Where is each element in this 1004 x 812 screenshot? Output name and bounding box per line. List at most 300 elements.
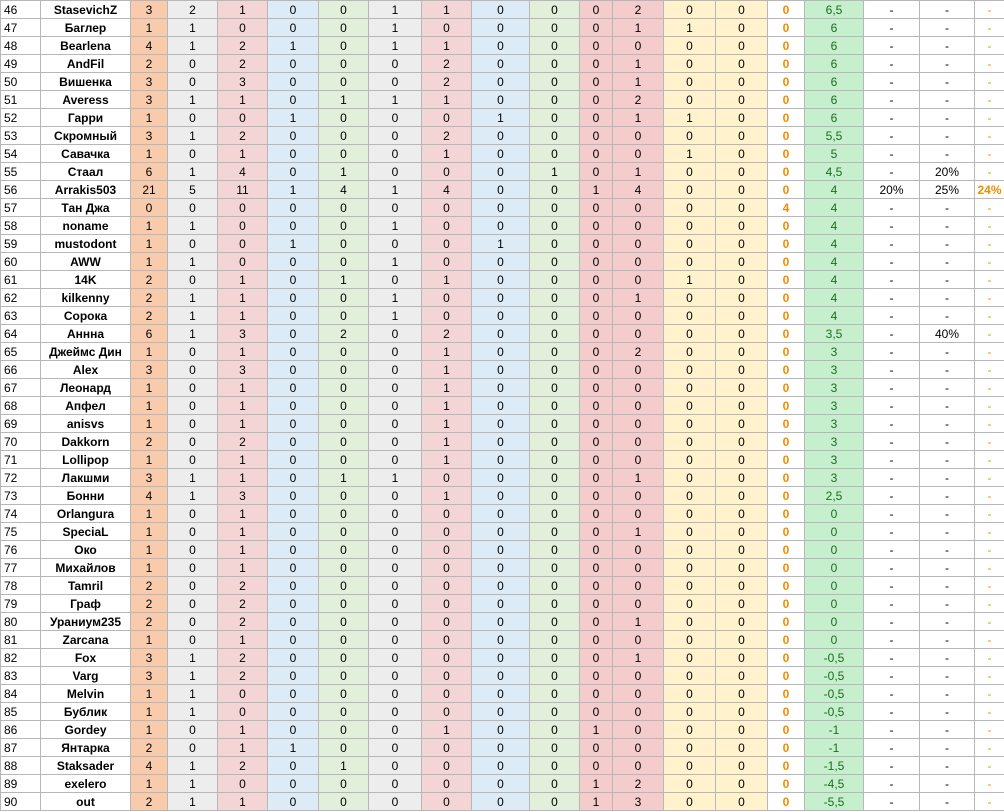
col-h: 0: [530, 667, 580, 685]
col-pct-3: -: [975, 145, 1004, 163]
player-name: Савачка: [41, 145, 131, 163]
col-h: 0: [530, 397, 580, 415]
col-l: 0: [716, 613, 768, 631]
col-pct-2: -: [920, 451, 975, 469]
col-g: 0: [472, 19, 530, 37]
col-points: 0: [805, 613, 864, 631]
col-pct-2: -: [920, 415, 975, 433]
col-d: 0: [319, 451, 369, 469]
table-row: [1, 1, 1004, 19]
col-g: 0: [472, 181, 530, 199]
col-pct-3: -: [975, 757, 1004, 775]
col-j: 0: [613, 253, 664, 271]
col-pct-1: -: [864, 235, 920, 253]
col-m: 0: [768, 307, 805, 325]
col-points: 3: [805, 361, 864, 379]
col-l: 0: [716, 145, 768, 163]
col-pct-2: -: [920, 397, 975, 415]
col-total: 1: [131, 451, 168, 469]
col-c: 0: [268, 631, 319, 649]
col-a: 0: [168, 595, 218, 613]
col-g: 0: [472, 739, 530, 757]
col-i: 0: [580, 217, 613, 235]
col-pct-1: -: [864, 469, 920, 487]
col-total: 1: [131, 415, 168, 433]
player-name: mustodont: [41, 235, 131, 253]
col-e: 1: [369, 181, 422, 199]
col-h: 0: [530, 343, 580, 361]
col-points: 4,5: [805, 163, 864, 181]
col-f: 0: [422, 631, 472, 649]
col-g: 0: [472, 127, 530, 145]
col-g: 0: [472, 793, 530, 811]
col-f: 0: [422, 793, 472, 811]
col-pct-3: -: [975, 793, 1004, 811]
col-g: 0: [472, 379, 530, 397]
col-j: 1: [613, 613, 664, 631]
col-pct-2: -: [920, 19, 975, 37]
player-name: AndFil: [41, 55, 131, 73]
col-g: 1: [472, 109, 530, 127]
col-g: 0: [472, 451, 530, 469]
col-c: 0: [268, 595, 319, 613]
col-k: 0: [664, 523, 716, 541]
table-row: [1, 253, 1004, 271]
col-e: 0: [369, 505, 422, 523]
col-f: 1: [422, 271, 472, 289]
col-a: 0: [168, 199, 218, 217]
col-d: 0: [319, 235, 369, 253]
col-a: 0: [168, 721, 218, 739]
col-pct-2: -: [920, 199, 975, 217]
player-name: Bearlena: [41, 37, 131, 55]
col-d: 2: [319, 325, 369, 343]
col-h: 0: [530, 235, 580, 253]
col-pct-2: -: [920, 235, 975, 253]
table-row: [1, 145, 1004, 163]
col-g: 0: [472, 775, 530, 793]
col-m: 0: [768, 415, 805, 433]
table-row: [1, 325, 1004, 343]
row-index: 48: [1, 37, 41, 55]
col-k: 0: [664, 343, 716, 361]
row-index: 89: [1, 775, 41, 793]
col-a: 1: [168, 289, 218, 307]
col-f: 0: [422, 775, 472, 793]
col-b: 2: [218, 595, 268, 613]
col-i: 0: [580, 73, 613, 91]
col-m: 0: [768, 739, 805, 757]
col-j: 1: [613, 523, 664, 541]
col-points: 4: [805, 307, 864, 325]
col-total: 2: [131, 289, 168, 307]
col-m: 0: [768, 271, 805, 289]
col-pct-1: -: [864, 19, 920, 37]
col-a: 0: [168, 523, 218, 541]
col-points: 6: [805, 55, 864, 73]
col-f: 1: [422, 379, 472, 397]
col-k: 1: [664, 19, 716, 37]
col-pct-1: -: [864, 415, 920, 433]
col-points: 0: [805, 595, 864, 613]
col-points: 5: [805, 145, 864, 163]
col-total: 6: [131, 163, 168, 181]
col-e: 1: [369, 307, 422, 325]
col-pct-2: -: [920, 757, 975, 775]
col-m: 0: [768, 1, 805, 19]
col-f: 1: [422, 415, 472, 433]
table-row: [1, 127, 1004, 145]
col-m: 0: [768, 361, 805, 379]
col-total: 1: [131, 379, 168, 397]
col-e: 0: [369, 595, 422, 613]
col-i: 0: [580, 145, 613, 163]
col-points: 6: [805, 73, 864, 91]
col-pct-1: -: [864, 325, 920, 343]
col-j: 3: [613, 793, 664, 811]
col-points: 6: [805, 37, 864, 55]
col-b: 1: [218, 469, 268, 487]
col-g: 0: [472, 73, 530, 91]
col-pct-1: -: [864, 109, 920, 127]
col-total: 2: [131, 433, 168, 451]
col-points: 3: [805, 397, 864, 415]
col-i: 1: [580, 793, 613, 811]
col-l: 0: [716, 685, 768, 703]
col-b: 3: [218, 487, 268, 505]
col-k: 0: [664, 721, 716, 739]
col-a: 1: [168, 127, 218, 145]
col-pct-3: 24%: [975, 181, 1004, 199]
col-b: 1: [218, 415, 268, 433]
player-name: Стаал: [41, 163, 131, 181]
col-j: 4: [613, 181, 664, 199]
col-g: 0: [472, 541, 530, 559]
col-e: 1: [369, 91, 422, 109]
col-h: 0: [530, 37, 580, 55]
col-d: 0: [319, 361, 369, 379]
col-pct-3: -: [975, 667, 1004, 685]
col-h: 0: [530, 289, 580, 307]
col-total: 0: [131, 199, 168, 217]
table-row: [1, 721, 1004, 739]
col-c: 0: [268, 199, 319, 217]
col-g: 0: [472, 271, 530, 289]
col-points: 0: [805, 631, 864, 649]
col-h: 0: [530, 613, 580, 631]
player-name: Gordey: [41, 721, 131, 739]
col-pct-1: -: [864, 685, 920, 703]
row-index: 49: [1, 55, 41, 73]
col-a: 1: [168, 487, 218, 505]
col-d: 0: [319, 559, 369, 577]
col-total: 4: [131, 757, 168, 775]
col-l: 0: [716, 721, 768, 739]
col-total: 2: [131, 613, 168, 631]
col-m: 0: [768, 505, 805, 523]
col-b: 2: [218, 37, 268, 55]
col-pct-3: -: [975, 217, 1004, 235]
col-k: 0: [664, 505, 716, 523]
col-c: 0: [268, 487, 319, 505]
col-i: 0: [580, 379, 613, 397]
col-e: 0: [369, 109, 422, 127]
table-row: [1, 163, 1004, 181]
col-d: 0: [319, 73, 369, 91]
col-c: 0: [268, 217, 319, 235]
col-m: 0: [768, 559, 805, 577]
col-e: 0: [369, 271, 422, 289]
col-points: 6,5: [805, 1, 864, 19]
col-k: 0: [664, 739, 716, 757]
col-e: 0: [369, 55, 422, 73]
col-e: 0: [369, 775, 422, 793]
col-pct-1: -: [864, 379, 920, 397]
col-k: 0: [664, 181, 716, 199]
col-d: 0: [319, 379, 369, 397]
col-g: 0: [472, 91, 530, 109]
col-pct-3: -: [975, 343, 1004, 361]
player-name: noname: [41, 217, 131, 235]
col-a: 0: [168, 343, 218, 361]
col-pct-2: -: [920, 289, 975, 307]
col-pct-1: -: [864, 703, 920, 721]
col-total: 1: [131, 145, 168, 163]
col-pct-1: -: [864, 613, 920, 631]
col-pct-3: -: [975, 127, 1004, 145]
col-d: 0: [319, 541, 369, 559]
table-row: [1, 667, 1004, 685]
col-j: 0: [613, 595, 664, 613]
col-c: 0: [268, 541, 319, 559]
col-l: 0: [716, 163, 768, 181]
col-m: 0: [768, 55, 805, 73]
col-c: 1: [268, 37, 319, 55]
col-pct-2: -: [920, 55, 975, 73]
col-m: 0: [768, 523, 805, 541]
col-pct-1: -: [864, 487, 920, 505]
col-pct-1: -: [864, 505, 920, 523]
col-d: 0: [319, 595, 369, 613]
col-j: 0: [613, 505, 664, 523]
col-pct-3: -: [975, 163, 1004, 181]
col-c: 0: [268, 415, 319, 433]
col-k: 0: [664, 703, 716, 721]
col-a: 0: [168, 397, 218, 415]
col-j: 0: [613, 451, 664, 469]
col-points: -1,5: [805, 757, 864, 775]
col-c: 0: [268, 613, 319, 631]
col-points: 0: [805, 541, 864, 559]
col-l: 0: [716, 577, 768, 595]
col-k: 0: [664, 793, 716, 811]
col-d: 0: [319, 667, 369, 685]
col-g: 0: [472, 559, 530, 577]
col-g: 0: [472, 289, 530, 307]
col-c: 0: [268, 757, 319, 775]
col-b: 1: [218, 505, 268, 523]
player-name: Orlangura: [41, 505, 131, 523]
col-i: 0: [580, 325, 613, 343]
col-c: 0: [268, 559, 319, 577]
col-k: 0: [664, 325, 716, 343]
col-m: 0: [768, 541, 805, 559]
col-c: 0: [268, 271, 319, 289]
col-f: 1: [422, 361, 472, 379]
col-i: 0: [580, 631, 613, 649]
player-name: Melvin: [41, 685, 131, 703]
col-pct-3: -: [975, 577, 1004, 595]
col-g: 0: [472, 397, 530, 415]
col-e: 0: [369, 739, 422, 757]
col-pct-2: -: [920, 361, 975, 379]
col-pct-1: -: [864, 361, 920, 379]
col-pct-1: -: [864, 667, 920, 685]
col-h: 0: [530, 685, 580, 703]
col-m: 0: [768, 451, 805, 469]
col-i: 0: [580, 343, 613, 361]
col-b: 1: [218, 91, 268, 109]
col-pct-1: -: [864, 541, 920, 559]
col-points: 3,5: [805, 325, 864, 343]
col-c: 1: [268, 181, 319, 199]
table-row: [1, 361, 1004, 379]
table-row: [1, 613, 1004, 631]
col-a: 0: [168, 379, 218, 397]
col-d: 1: [319, 271, 369, 289]
col-f: 1: [422, 37, 472, 55]
col-c: 1: [268, 235, 319, 253]
col-b: 1: [218, 523, 268, 541]
col-total: 6: [131, 325, 168, 343]
table-row: [1, 793, 1004, 811]
col-points: 4: [805, 181, 864, 199]
col-pct-3: -: [975, 631, 1004, 649]
table-row: [1, 19, 1004, 37]
col-c: 0: [268, 127, 319, 145]
col-pct-2: -: [920, 649, 975, 667]
col-g: 1: [472, 235, 530, 253]
col-k: 0: [664, 667, 716, 685]
col-total: 1: [131, 343, 168, 361]
col-pct-3: -: [975, 685, 1004, 703]
col-m: 0: [768, 613, 805, 631]
col-m: 0: [768, 703, 805, 721]
col-l: 0: [716, 217, 768, 235]
col-j: 0: [613, 721, 664, 739]
col-pct-2: -: [920, 577, 975, 595]
col-l: 0: [716, 379, 768, 397]
col-b: 1: [218, 307, 268, 325]
col-pct-1: -: [864, 595, 920, 613]
player-name: Fox: [41, 649, 131, 667]
table-row: [1, 487, 1004, 505]
col-a: 1: [168, 91, 218, 109]
col-m: 0: [768, 793, 805, 811]
col-a: 0: [168, 613, 218, 631]
player-name: StasevichZ: [41, 1, 131, 19]
col-k: 0: [664, 289, 716, 307]
col-h: 0: [530, 577, 580, 595]
col-pct-1: -: [864, 577, 920, 595]
col-l: 0: [716, 271, 768, 289]
col-h: 0: [530, 415, 580, 433]
col-g: 0: [472, 343, 530, 361]
col-a: 1: [168, 685, 218, 703]
col-e: 0: [369, 757, 422, 775]
player-name: Lollipop: [41, 451, 131, 469]
table-row: [1, 649, 1004, 667]
col-i: 0: [580, 127, 613, 145]
col-f: 2: [422, 127, 472, 145]
col-pct-3: -: [975, 433, 1004, 451]
col-b: 0: [218, 199, 268, 217]
col-pct-1: -: [864, 289, 920, 307]
col-f: 2: [422, 325, 472, 343]
col-e: 0: [369, 487, 422, 505]
col-pct-2: -: [920, 37, 975, 55]
col-total: 1: [131, 703, 168, 721]
table-body: [1, 1, 1004, 811]
col-f: 0: [422, 307, 472, 325]
col-d: 1: [319, 91, 369, 109]
col-f: 0: [422, 757, 472, 775]
col-points: 2,5: [805, 487, 864, 505]
col-l: 0: [716, 469, 768, 487]
col-h: 0: [530, 145, 580, 163]
col-e: 0: [369, 73, 422, 91]
table-row: [1, 55, 1004, 73]
col-points: 6: [805, 91, 864, 109]
col-c: 0: [268, 145, 319, 163]
col-b: 2: [218, 127, 268, 145]
col-h: 0: [530, 325, 580, 343]
col-pct-3: -: [975, 397, 1004, 415]
col-i: 0: [580, 703, 613, 721]
col-g: 0: [472, 649, 530, 667]
col-c: 1: [268, 739, 319, 757]
col-f: 0: [422, 163, 472, 181]
col-d: 0: [319, 613, 369, 631]
col-g: 0: [472, 487, 530, 505]
col-i: 0: [580, 91, 613, 109]
col-k: 0: [664, 415, 716, 433]
col-j: 0: [613, 577, 664, 595]
col-b: 1: [218, 379, 268, 397]
col-j: 1: [613, 649, 664, 667]
col-pct-2: -: [920, 739, 975, 757]
col-a: 1: [168, 217, 218, 235]
col-pct-2: -: [920, 253, 975, 271]
col-pct-1: 20%: [864, 181, 920, 199]
col-k: 1: [664, 271, 716, 289]
col-points: 6: [805, 19, 864, 37]
col-pct-1: -: [864, 145, 920, 163]
col-pct-3: -: [975, 559, 1004, 577]
table-row: [1, 217, 1004, 235]
row-index: 67: [1, 379, 41, 397]
col-pct-1: -: [864, 739, 920, 757]
table-row: [1, 541, 1004, 559]
col-c: 0: [268, 325, 319, 343]
col-pct-2: -: [920, 775, 975, 793]
col-total: 3: [131, 91, 168, 109]
col-g: 0: [472, 667, 530, 685]
col-k: 0: [664, 757, 716, 775]
col-g: 0: [472, 703, 530, 721]
col-m: 0: [768, 91, 805, 109]
col-pct-3: -: [975, 505, 1004, 523]
